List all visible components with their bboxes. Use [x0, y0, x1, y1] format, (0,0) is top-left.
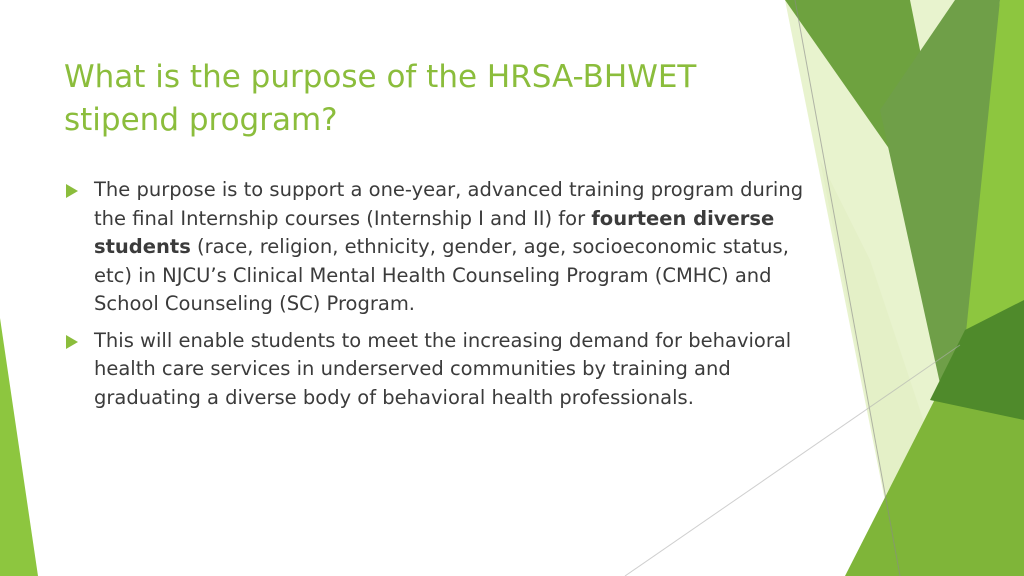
triangle-right-icon	[66, 335, 78, 349]
slide-title	[64, 56, 744, 142]
bullet-text-part: The purpose is to support a one-year, advanced training program during the final Internship courses (Internship I and II) for	[94, 178, 804, 230]
bullet-text: This will enable students to meet the increasing demand for behavioral health care services in underserved communities by training and graduating a diverse body of behavioral health professionals.	[94, 328, 792, 409]
bullet-text-part: (race, religion, ethnicity, gender, age, socioeconomic status, etc) in NJCU’s Clinical Mental Health Counseling Program (CMHC) and School Counseling (SC) Program.	[94, 235, 789, 315]
bullet-text	[94, 178, 803, 315]
bullet-list	[62, 176, 807, 420]
triangle-right-icon	[66, 184, 78, 198]
slide-title-line-2: stipend program?	[64, 102, 338, 138]
bullet-item-purpose	[62, 176, 807, 319]
bullet-item-enable	[62, 327, 807, 413]
bullet-text-bold: fourteen diverse students	[94, 206, 775, 258]
slide-title-line-1: What is the purpose of the HRSA-BHWET	[64, 59, 697, 95]
left-edge-shape	[0, 318, 38, 576]
